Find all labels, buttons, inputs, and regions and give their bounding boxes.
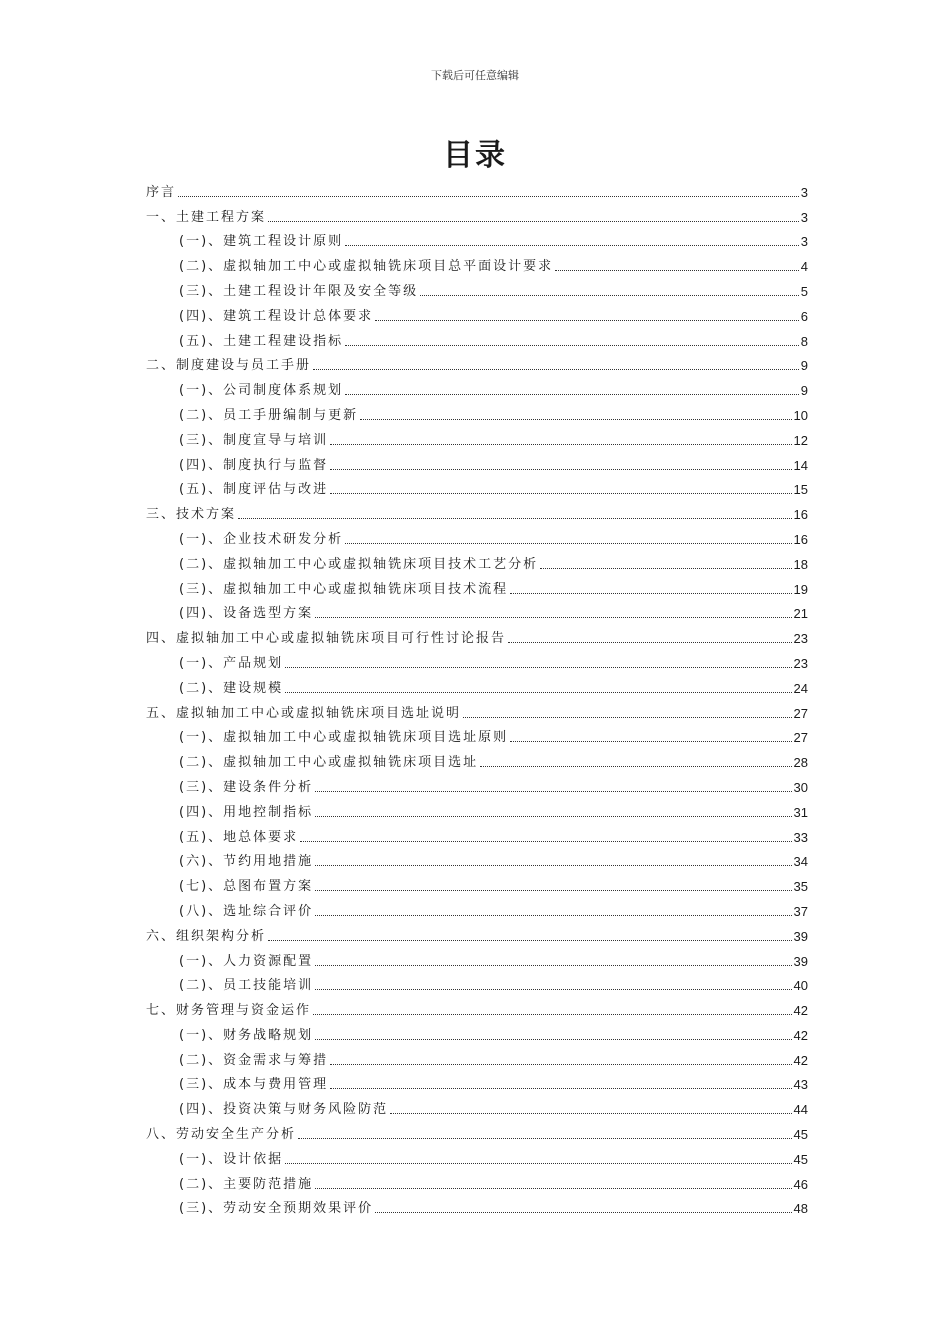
toc-entry-page: 37 — [793, 903, 808, 919]
toc-entry-label: (一)、建筑工程设计原则 — [179, 234, 344, 250]
toc-entry-page: 33 — [793, 829, 808, 845]
toc-entry-page: 27 — [793, 705, 808, 721]
toc-entry-label: (五)、土建工程建设指标 — [179, 333, 344, 349]
toc-entry-label: (一)、财务战略规划 — [179, 1027, 314, 1043]
toc-entry-page: 3 — [800, 234, 808, 250]
toc-entry-label: 六、组织架构分析 — [146, 928, 267, 944]
toc-entry-page: 42 — [793, 1052, 808, 1068]
toc-entry[interactable] — [146, 771, 808, 796]
toc-entry-label: (一)、产品规划 — [179, 655, 284, 671]
toc-entry[interactable] — [146, 275, 808, 300]
toc-entry-page: 19 — [793, 581, 808, 597]
toc-entry[interactable] — [146, 870, 808, 895]
toc-entry-label: (二)、建设规模 — [179, 680, 284, 696]
toc-entry[interactable] — [146, 1019, 808, 1044]
toc-entry-page: 3 — [800, 209, 808, 225]
toc-entry-page: 16 — [793, 531, 808, 547]
toc-entry[interactable] — [146, 449, 808, 474]
toc-entry-label: 二、制度建设与员工手册 — [146, 358, 312, 374]
toc-entry-label: (一)、企业技术研发分析 — [179, 531, 344, 547]
dot-leader — [540, 568, 791, 569]
toc-entry-label: (八)、选址综合评价 — [179, 903, 314, 919]
toc-entry-page: 9 — [800, 358, 808, 374]
dot-leader — [463, 717, 792, 718]
toc-entry[interactable] — [146, 1118, 808, 1143]
dot-leader — [315, 1188, 791, 1189]
dot-leader — [375, 320, 799, 321]
dot-leader — [375, 1212, 791, 1213]
dot-leader — [315, 791, 791, 792]
dot-leader — [330, 444, 791, 445]
toc-entry-page: 3 — [800, 184, 808, 200]
dot-leader — [315, 617, 791, 618]
toc-entry[interactable] — [146, 722, 808, 747]
toc-entry-page: 21 — [793, 606, 808, 622]
toc-entry-label: (一)、设计依据 — [179, 1151, 284, 1167]
toc-entry[interactable] — [146, 573, 808, 598]
toc-entry[interactable] — [146, 994, 808, 1019]
toc-entry[interactable] — [146, 176, 808, 201]
toc-entry[interactable] — [146, 1069, 808, 1094]
dot-leader — [238, 518, 792, 519]
toc-entry[interactable] — [146, 746, 808, 771]
toc-entry-label: (三)、虚拟轴加工中心或虚拟轴铣床项目技术流程 — [179, 581, 509, 597]
dot-leader — [315, 989, 791, 990]
toc-entry-page: 42 — [793, 1003, 808, 1019]
toc-entry[interactable] — [146, 474, 808, 499]
toc-entry[interactable] — [146, 523, 808, 548]
toc-entry-page: 34 — [793, 854, 808, 870]
toc-entry-label: (三)、制度宣导与培训 — [179, 432, 329, 448]
toc-entry[interactable] — [146, 1193, 808, 1218]
toc-entry-page: 6 — [800, 308, 808, 324]
toc-entry-label: (五)、制度评估与改进 — [179, 482, 329, 498]
dot-leader — [510, 741, 791, 742]
toc-entry[interactable] — [146, 796, 808, 821]
toc-entry[interactable] — [146, 697, 808, 722]
toc-entry-page: 10 — [793, 407, 808, 423]
dot-leader — [508, 642, 792, 643]
dot-leader — [510, 593, 791, 594]
toc-entry-page: 39 — [793, 928, 808, 944]
toc-entry[interactable] — [146, 350, 808, 375]
toc-entry-page: 12 — [793, 432, 808, 448]
dot-leader — [360, 419, 791, 420]
toc-entry-page: 44 — [793, 1102, 808, 1118]
toc-entry-page: 16 — [793, 507, 808, 523]
toc-entry-label: 五、虚拟轴加工中心或虚拟轴铣床项目选址说明 — [146, 705, 462, 721]
toc-entry-page: 42 — [793, 1027, 808, 1043]
toc-entry-page: 4 — [800, 259, 808, 275]
toc-entry-label: (一)、公司制度体系规划 — [179, 383, 344, 399]
toc-entry-label: (二)、员工技能培训 — [179, 978, 314, 994]
toc-entry-label: (三)、劳动安全预期效果评价 — [179, 1201, 374, 1217]
toc-entry-page: 30 — [793, 779, 808, 795]
toc-entry-page: 45 — [793, 1151, 808, 1167]
dot-leader — [315, 965, 791, 966]
toc-entry[interactable] — [146, 970, 808, 995]
toc-entry-label: (二)、虚拟轴加工中心或虚拟轴铣床项目选址 — [179, 755, 479, 771]
toc-entry[interactable] — [146, 1168, 808, 1193]
toc-entry-label: (三)、建设条件分析 — [179, 779, 314, 795]
dot-leader — [268, 940, 792, 941]
toc-entry[interactable] — [146, 622, 808, 647]
toc-entry-label: (四)、设备选型方案 — [179, 606, 314, 622]
toc-entry[interactable] — [146, 920, 808, 945]
toc-entry[interactable] — [146, 1093, 808, 1118]
toc-entry[interactable] — [146, 598, 808, 623]
toc-entry-page: 23 — [793, 655, 808, 671]
toc-entry[interactable] — [146, 672, 808, 697]
toc-entry-label: (四)、制度执行与监督 — [179, 457, 329, 473]
toc-entry-label: (二)、虚拟轴加工中心或虚拟轴铣床项目技术工艺分析 — [179, 556, 539, 572]
toc-entry[interactable] — [146, 821, 808, 846]
toc-entry-page: 46 — [793, 1176, 808, 1192]
toc-entry-page: 39 — [793, 953, 808, 969]
toc-entry[interactable] — [146, 647, 808, 672]
dot-leader — [315, 890, 791, 891]
toc-entry-page: 9 — [800, 383, 808, 399]
dot-leader — [345, 245, 799, 246]
toc-entry-label: (六)、节约用地措施 — [179, 854, 314, 870]
toc-entry-page: 48 — [793, 1201, 808, 1217]
toc-entry-page: 8 — [800, 333, 808, 349]
dot-leader — [555, 270, 799, 271]
toc-entry[interactable] — [146, 846, 808, 871]
toc-entry[interactable] — [146, 325, 808, 350]
toc-entry-page: 45 — [793, 1127, 808, 1143]
toc-entry[interactable] — [146, 300, 808, 325]
toc-entry-page: 15 — [793, 482, 808, 498]
toc-entry-label: (四)、用地控制指标 — [179, 804, 314, 820]
dot-leader — [330, 493, 791, 494]
dot-leader — [390, 1113, 791, 1114]
dot-leader — [480, 766, 791, 767]
toc-entry-page: 35 — [793, 879, 808, 895]
dot-leader — [285, 1163, 791, 1164]
toc-entry[interactable] — [146, 201, 808, 226]
dot-leader — [315, 1039, 791, 1040]
toc-entry-label: (二)、虚拟轴加工中心或虚拟轴铣床项目总平面设计要求 — [179, 259, 554, 275]
dot-leader — [345, 394, 799, 395]
table-of-contents — [146, 176, 808, 1217]
toc-entry[interactable] — [146, 1143, 808, 1168]
toc-entry[interactable] — [146, 399, 808, 424]
dot-leader — [345, 345, 799, 346]
dot-leader — [268, 221, 799, 222]
toc-entry-page: 23 — [793, 631, 808, 647]
dot-leader — [330, 469, 791, 470]
dot-leader — [315, 915, 791, 916]
toc-entry-label: (一)、人力资源配置 — [179, 953, 314, 969]
dot-leader — [298, 1138, 792, 1139]
dot-leader — [330, 1064, 791, 1065]
toc-entry-label: (七)、总图布置方案 — [179, 879, 314, 895]
toc-entry-label: 四、虚拟轴加工中心或虚拟轴铣床项目可行性讨论报告 — [146, 631, 507, 647]
toc-entry-label: (三)、土建工程设计年限及安全等级 — [179, 283, 419, 299]
toc-entry-label: (二)、资金需求与筹措 — [179, 1052, 329, 1068]
dot-leader — [178, 196, 799, 197]
toc-entry[interactable] — [146, 1044, 808, 1069]
toc-entry[interactable] — [146, 250, 808, 275]
dot-leader — [313, 1014, 792, 1015]
toc-entry-label: 三、技术方案 — [146, 507, 237, 523]
toc-entry-page: 5 — [800, 283, 808, 299]
toc-entry-page: 31 — [793, 804, 808, 820]
dot-leader — [315, 865, 791, 866]
dot-leader — [300, 841, 791, 842]
toc-title: 目录 — [443, 138, 507, 173]
header-note: 下载后可任意编辑 — [431, 69, 519, 82]
toc-entry-page: 14 — [793, 457, 808, 473]
dot-leader — [330, 1088, 791, 1089]
toc-entry-page: 43 — [793, 1077, 808, 1093]
toc-entry-label: 一、土建工程方案 — [146, 209, 267, 225]
toc-entry[interactable] — [146, 945, 808, 970]
toc-entry[interactable] — [146, 374, 808, 399]
toc-entry-label: (四)、建筑工程设计总体要求 — [179, 308, 374, 324]
toc-entry-page: 24 — [793, 680, 808, 696]
toc-entry-page: 40 — [793, 978, 808, 994]
toc-entry-label: (三)、成本与费用管理 — [179, 1077, 329, 1093]
toc-entry-page: 18 — [793, 556, 808, 572]
toc-entry[interactable] — [146, 424, 808, 449]
toc-entry-label: (二)、员工手册编制与更新 — [179, 407, 359, 423]
dot-leader — [285, 692, 791, 693]
dot-leader — [285, 667, 791, 668]
toc-entry[interactable] — [146, 226, 808, 251]
toc-entry-page: 27 — [793, 730, 808, 746]
toc-entry[interactable] — [146, 498, 808, 523]
dot-leader — [313, 369, 799, 370]
toc-entry[interactable] — [146, 548, 808, 573]
toc-entry-label: 序言 — [146, 184, 177, 200]
toc-entry[interactable] — [146, 895, 808, 920]
toc-entry-label: 八、劳动安全生产分析 — [146, 1127, 297, 1143]
toc-entry-label: 七、财务管理与资金运作 — [146, 1003, 312, 1019]
toc-entry-page: 28 — [793, 755, 808, 771]
toc-entry-label: (五)、地总体要求 — [179, 829, 299, 845]
toc-entry-label: (一)、虚拟轴加工中心或虚拟轴铣床项目选址原则 — [179, 730, 509, 746]
dot-leader — [315, 816, 791, 817]
toc-entry-label: (四)、投资决策与财务风险防范 — [179, 1102, 389, 1118]
toc-entry-label: (二)、主要防范措施 — [179, 1176, 314, 1192]
dot-leader — [345, 543, 791, 544]
dot-leader — [420, 295, 799, 296]
